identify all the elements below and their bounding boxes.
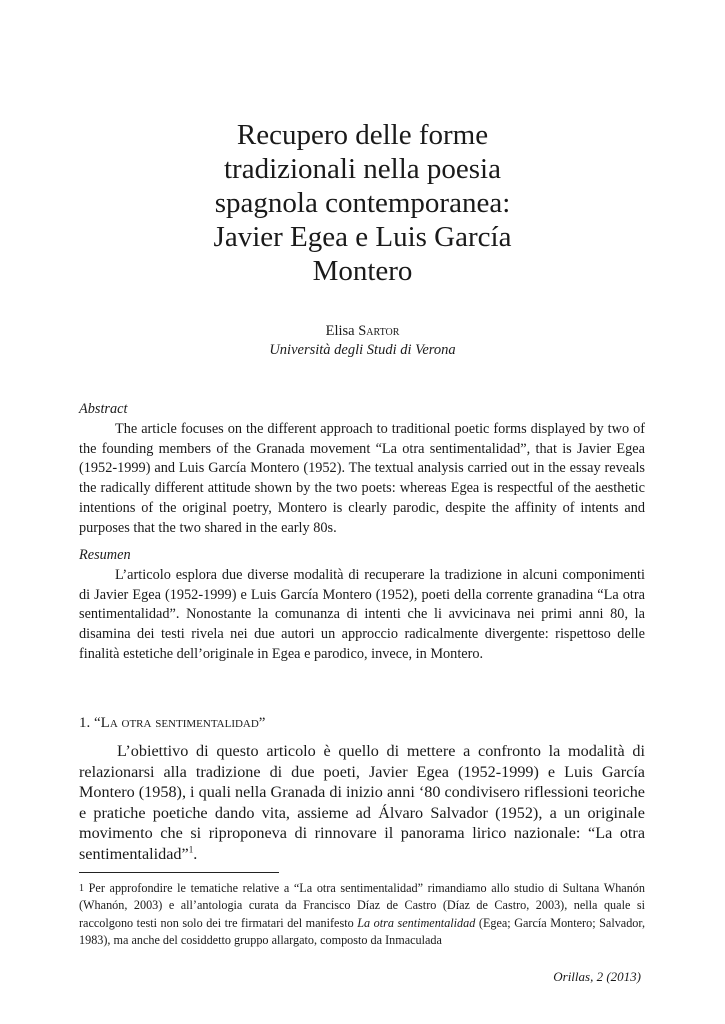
footnote-text: Per approfondire le tematiche relative a “La otra sentimentalidad” rimandiamo allo studio di Sultana Whanón (Whanón, 2003) e all’antologia curata da Francisco Díaz de Castro (Díaz de Castro, 2003), nella quale si raccolgono testi non solo dei tre firmatari del manifesto [79,881,645,930]
resumen-body [79,566,645,665]
footnote-reference[interactable]: 1 [188,844,194,855]
section-title: “La otra sentimentalidad” [94,715,266,731]
title-line: tradizionali nella poesia [223,153,501,185]
author-first-name: Elisa [325,323,355,339]
running-footer: Orillas, 2 (2013) [553,969,641,984]
resumen-section [79,546,645,665]
resumen-text: L’articolo esplora due diverse modalità di recuperare la tradizione in alcuni componimenti di Javier Egea (1952-1999) e Luis García Montero (1952), poeti della corrente granadina “La otra sentimentalidad”. Nonostante la comunanza di intenti che li avvicinava nei primi anni 80, la disamina dei testi rivela nei due autori un approccio radicalmente divergente: rispettoso delle finalità estetiche dell’originale in Egea e parodico, invece, in Montero. [79,566,645,662]
abstract-label: Abstract [79,401,128,417]
footnote-italic-title: La otra sentimentalidad [357,915,476,930]
footnote-text-cont: (Egea; García Montero; Salvador, 1983), ma anche del cosiddetto gruppo allargato, composto da Inmaculada [79,915,646,948]
author-name [0,322,725,341]
footnote-divider [79,872,279,873]
title-line: Recupero delle forme [236,119,489,151]
abstract-text: The article focuses on the different approach to traditional poetic forms displayed by two of the founding members of the Granada movement “La otra sentimentalidad”, that is Javier Egea (1952-1999) and Luis García Montero (1952). The textual analysis carried out in the essay reveals the radically different attitude shown by the two poets: whereas Egea is respectful of the aesthetic intentions of the original poetry, Montero is clearly parodic, despite the affinity of intents and purposes that the two shared in the early 80s. [79,420,645,536]
abstract-section [79,400,645,539]
section-number: 1. [79,715,91,731]
body-paragraph-text: L’obiettivo di questo articolo è quello di mettere a confronto la modalità di relazionarsi alla tradizione di due poeti, Javier Egea (1952-1999) e Luis García Montero (1958), i quali nella Granada di inizio anni ‘80 condivisero riflessioni teoriche e pratiche poetiche dando vita, assieme ad Álvaro Salvador (1952), a un originale movimento che si riproponeva di rinnovare il panorama lirico nazionale: “La otra sentimentalidad” [79,742,645,863]
title-line: spagnola contemporanea: [214,187,511,219]
section-heading [79,713,265,733]
author-last-name: Sartor [358,323,400,339]
abstract-body [79,420,645,539]
body-paragraph [79,741,645,865]
resumen-label: Resumen [79,547,131,563]
author-affiliation: Università degli Studi di Verona [269,342,456,358]
title-line: Montero [312,255,413,287]
footnote-number: 1 [79,883,84,894]
footnote [79,880,645,950]
body-paragraph-end: . [193,844,198,863]
article-title [150,118,575,288]
title-line: Javier Egea e Luis García [213,221,512,253]
